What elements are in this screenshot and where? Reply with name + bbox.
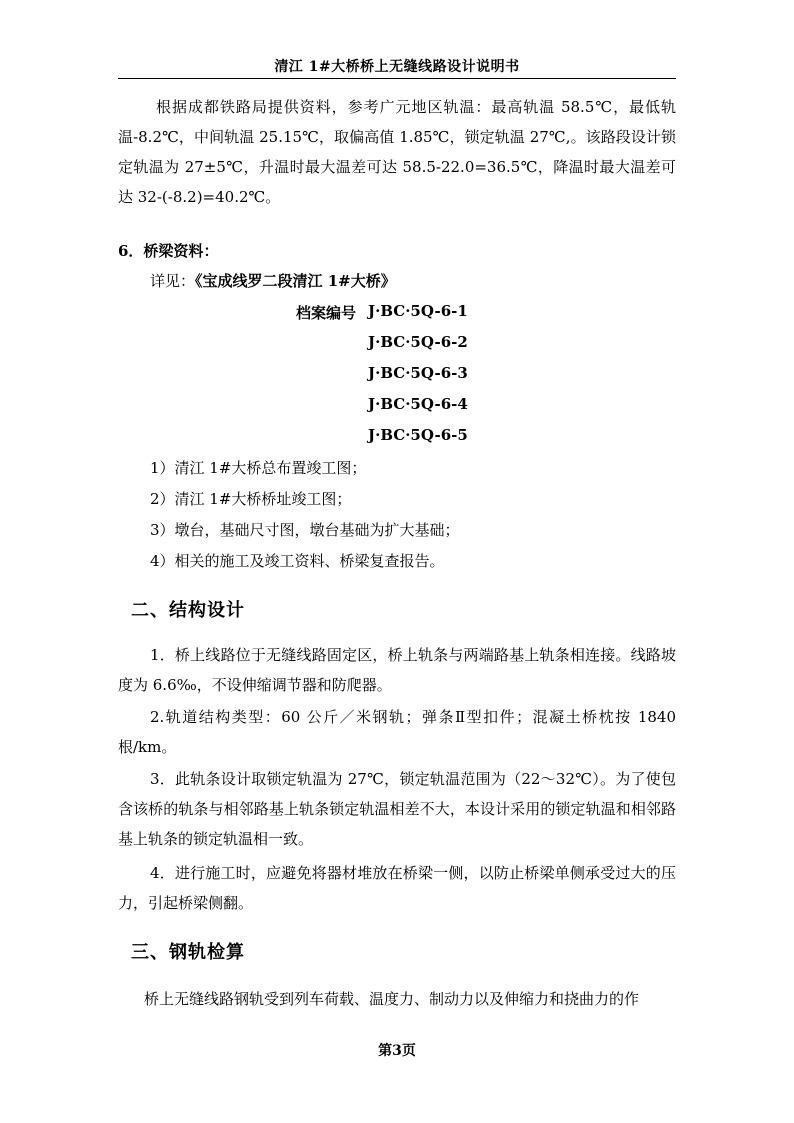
- bridge-doc-title: 《宝成线罗二段清江 1#大桥》: [195, 272, 396, 290]
- running-header: 清江 1#大桥桥上无缝线路设计说明书: [274, 59, 520, 75]
- structure-paragraph-4: 4．进行施工时，应避免将器材堆放在桥梁一侧，以防止桥梁单侧承受过大的压力，引起桥梁侧翻。: [118, 864, 676, 912]
- archive-code: J·BC·5Q-6-4: [368, 395, 468, 413]
- structure-design-heading: 二、结构设计: [131, 600, 245, 621]
- archive-number-label: 档案编号: [296, 304, 357, 322]
- rail-temperature-paragraph: 根据成都铁路局提供资料，参考广元地区轨温：最高轨温 58.5℃，最低轨温-8.2℃，中间轨温 25.15℃，取偏高值 1.85℃，锁定轨温 27℃,。该路段设计锁定轨温为 27±5℃，升温时最大温差可达 58.5-22.0=36.5℃，降温时最大温差可达 32-(-8.2)=40.2℃。: [118, 98, 676, 206]
- archive-code: J·BC·5Q-6-2: [368, 333, 468, 351]
- page-number: 第3页: [378, 1043, 416, 1059]
- structure-paragraph-3: 3．此轨条设计取锁定轨温为 27℃，锁定轨温范围为（22～32℃）。为了使包含该桥的轨条与相邻路基上轨条锁定轨温相差不大，本设计采用的锁定轨温和相邻路基上轨条的锁定轨温相一致。: [118, 770, 676, 848]
- bridge-doc-item: 4）相关的施工及竣工资料、桥梁复查报告。: [150, 552, 445, 570]
- header-rule: [118, 78, 676, 79]
- bridge-doc-item: 2）清江 1#大桥桥址竣工图；: [150, 490, 352, 508]
- rail-check-paragraph: 桥上无缝线路钢轨受到列车荷载、温度力、制动力以及伸缩力和挠曲力的作: [144, 990, 640, 1008]
- see-reference-line: [150, 270, 396, 291]
- see-prefix: 详见：: [150, 272, 196, 290]
- structure-paragraph-2: 2.轨道结构类型：60 公斤／米钢轨；弹条Ⅱ型扣件；混凝土桥枕按 1840 根/km。: [118, 708, 676, 756]
- bridge-doc-item: 3）墩台，基础尺寸图，墩台基础为扩大基础；: [150, 521, 460, 539]
- structure-paragraph-1: 1．桥上线路位于无缝线路固定区，桥上轨条与两端路基上轨条相连接。线路坡度为 6.6‰，不设伸缩调节器和防爬器。: [118, 646, 676, 694]
- archive-code: J·BC·5Q-6-5: [368, 426, 468, 444]
- archive-code: J·BC·5Q-6-1: [368, 302, 468, 320]
- archive-code: J·BC·5Q-6-3: [368, 364, 468, 382]
- section-6-heading: 6．桥梁资料：: [118, 242, 219, 260]
- bridge-doc-item: 1）清江 1#大桥总布置竣工图；: [150, 459, 367, 477]
- rail-check-heading: 三、钢轨检算: [131, 942, 245, 963]
